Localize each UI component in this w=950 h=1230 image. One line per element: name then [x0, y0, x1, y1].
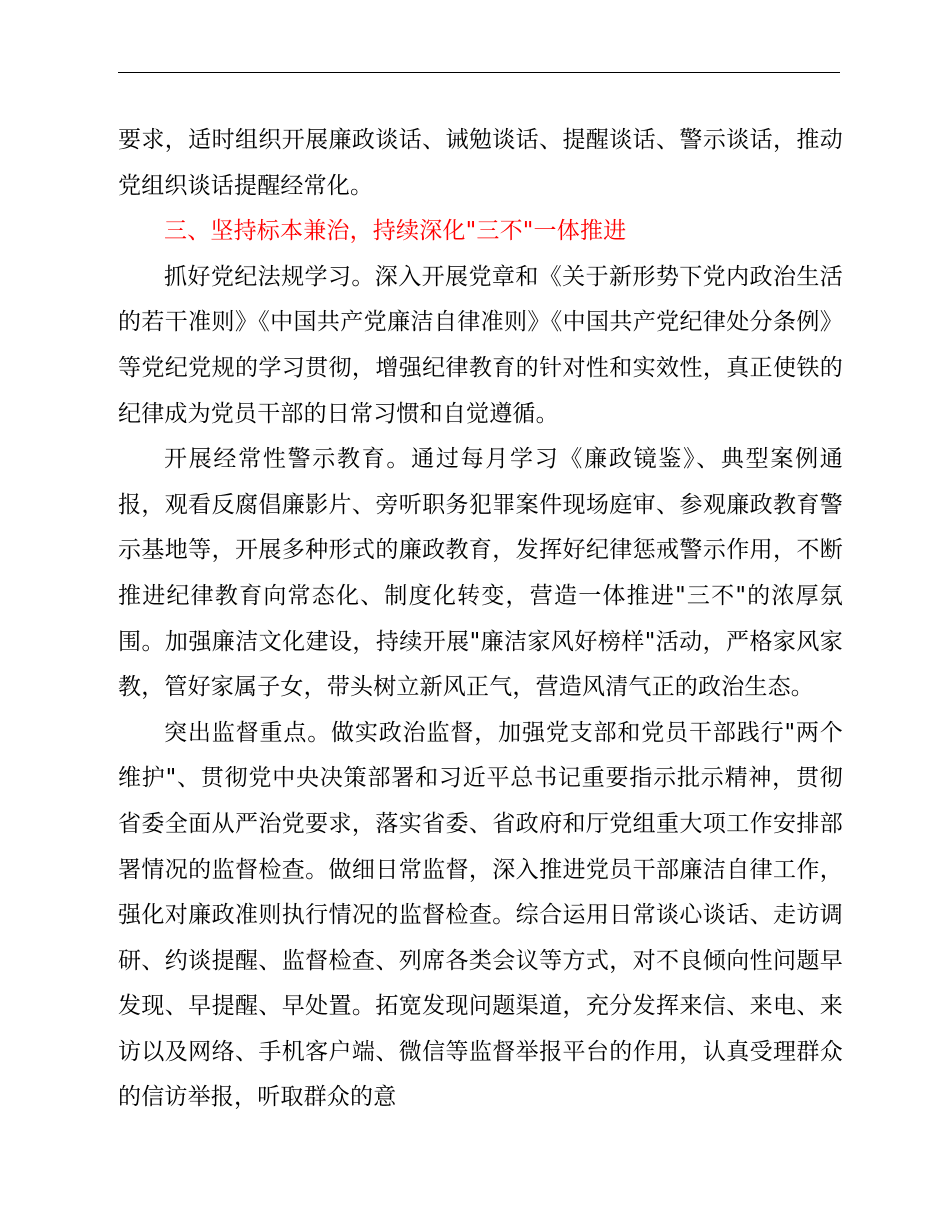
paragraph-party-discipline-study: 抓好党纪法规学习。深入开展党章和《关于新形势下党内政治生活的若干准则》《中国共产党廉洁自律准则》《中国共产党纪律处分条例》等党纪党规的学习贯彻，增强纪律教育的针对性和实效性，真正使铁的纪律成为党员干部的日常习惯和自觉遵循。: [118, 263, 843, 427]
paragraph-continuation: 要求，适时组织开展廉政谈话、诫勉谈话、提醒谈话、警示谈话，推动党组织谈话提醒经常化。: [118, 127, 843, 199]
header-rule: [118, 72, 840, 73]
paragraph-warning-education: 开展经常性警示教育。通过每月学习《廉政镜鉴》、典型案例通报，观看反腐倡廉影片、旁听职务犯罪案件现场庭审、参观廉政教育警示基地等，开展多种形式的廉政教育，发挥好纪律惩戒警示作用，不断推进纪律教育向常态化、制度化转变，营造一体推进"三不"的浓厚氛围。加强廉洁文化建设，持续开展"廉洁家风好榜样"活动，严格家风家教，管好家属子女，带头树立新风正气，营造风清气正的政治生态。: [118, 446, 843, 701]
document-body: [118, 118, 843, 1121]
paragraph-supervision-focus: 突出监督重点。做实政治监督，加强党支部和党员干部践行"两个维护"、贯彻党中央决策部署和习近平总书记重要指示批示精神，贯彻省委全面从严治党要求，落实省委、省政府和厅党组重大项工作安排部署情况的监督检查。做细日常监督，深入推进党员干部廉洁自律工作，强化对廉政准则执行情况的监督检查。综合运用日常谈心谈话、走访调研、约谈提醒、监督检查、列席各类会议等方式，对不良倾向性问题早发现、早提醒、早处置。拓宽发现问题渠道，充分发挥来信、来电、来访以及网络、手机客户端、微信等监督举报平台的作用，认真受理群众的信访举报，听取群众的意: [118, 719, 843, 1111]
section-heading: 三、坚持标本兼治，持续深化"三不"一体推进: [164, 218, 627, 245]
